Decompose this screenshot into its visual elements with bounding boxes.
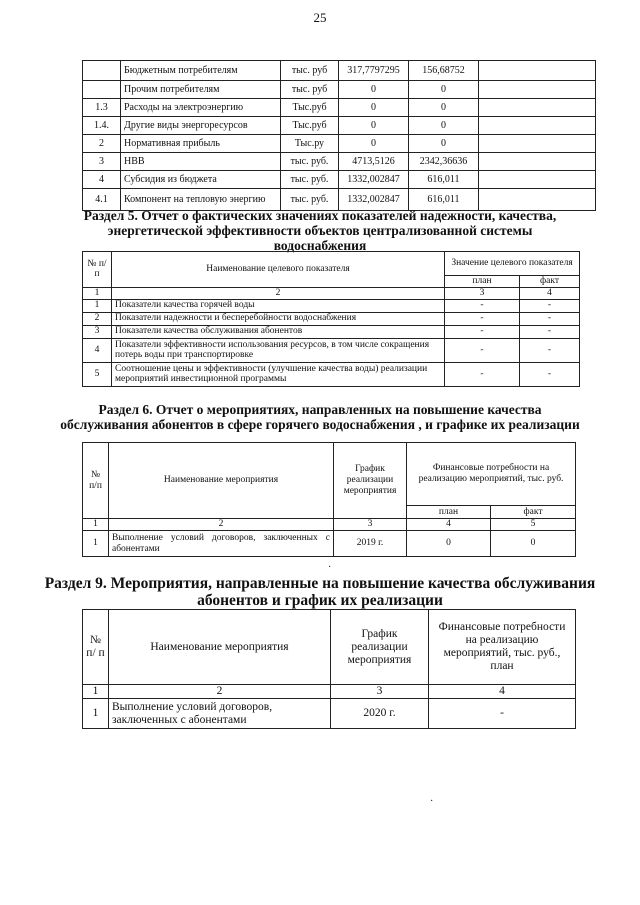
row-value-plan: 1332,002847: [339, 171, 409, 189]
row-value-plan: 317,7797295: [339, 61, 409, 81]
scan-mark: ·: [328, 562, 332, 573]
row-unit: тыс. руб.: [281, 153, 339, 171]
row-number: 2: [83, 135, 121, 153]
table-row: [83, 531, 576, 557]
row-unit: тыс. руб.: [281, 189, 339, 211]
row-fact: -: [520, 325, 580, 338]
row-name: Показатели качества горячей воды: [112, 299, 445, 312]
row-plan: -: [445, 325, 520, 338]
s5-colnum: 3: [445, 287, 520, 299]
row-value-plan: 0: [339, 117, 409, 135]
row-value-fact: 0: [409, 99, 479, 117]
row-number: 3: [83, 325, 112, 338]
row-fact: -: [520, 312, 580, 325]
row-name: Показатели эффективности использования ресурсов, в том числе сокращения потерь воды при транспортировке: [112, 338, 445, 362]
row-value-fact: 0: [409, 81, 479, 99]
scan-mark: ·: [430, 796, 434, 807]
s6-header-plan: план: [407, 506, 491, 519]
row-fact: -: [520, 338, 580, 362]
section6-table: [82, 442, 576, 557]
s6-colnum: 2: [109, 519, 334, 531]
row-unit: тыс. руб: [281, 61, 339, 81]
empty-cell: [479, 171, 596, 189]
row-number: 1: [83, 699, 109, 729]
row-name: Прочим потребителям: [121, 81, 281, 99]
row-number: 1: [83, 531, 109, 557]
row-plan: -: [429, 699, 576, 729]
s9-header-finance: Финансовые потребности на реализацию мероприятий, тыс. руб., план: [429, 610, 576, 685]
row-unit: Тыс.ру: [281, 135, 339, 153]
s6-header-name: Наименование мероприятия: [109, 443, 334, 519]
section6-title: Раздел 6. Отчет о мероприятиях, направленных на повышение качества обслуживания абонентов в сфере горячего водоснабжения , и графике их реализации: [60, 402, 580, 432]
s9-colnum: 2: [109, 685, 331, 699]
row-number: [83, 61, 121, 81]
row-plan: -: [445, 338, 520, 362]
row-value-plan: 1332,002847: [339, 189, 409, 211]
row-value-plan: 4713,5126: [339, 153, 409, 171]
row-number: 3: [83, 153, 121, 171]
s6-header-num: № п/п: [83, 443, 109, 519]
section9-table: [82, 609, 576, 729]
row-plan: 0: [407, 531, 491, 557]
row-name: Показатели надежности и бесперебойности водоснабжения: [112, 312, 445, 325]
empty-cell: [479, 135, 596, 153]
row-number: 4: [83, 171, 121, 189]
row-fact: 0: [491, 531, 576, 557]
row-unit: тыс. руб: [281, 81, 339, 99]
s5-header-value: Значение целевого показателя: [445, 252, 580, 276]
row-value-plan: 0: [339, 99, 409, 117]
table-row: [83, 699, 576, 729]
row-unit: Тыс.руб: [281, 117, 339, 135]
table-row: [83, 81, 596, 99]
s5-header-plan: план: [445, 276, 520, 288]
table-row: [83, 171, 596, 189]
row-name: НВВ: [121, 153, 281, 171]
s9-header-num: № п/ п: [83, 610, 109, 685]
empty-cell: [479, 99, 596, 117]
row-number: 5: [83, 362, 112, 386]
table-row: [83, 153, 596, 171]
row-name: Соотношение цены и эффективности (улучшение качества воды) реализации мероприятий инвестиционной программы: [112, 362, 445, 386]
s9-colnum: 3: [331, 685, 429, 699]
row-number: 1.4.: [83, 117, 121, 135]
row-name: Компонент на тепловую энергию: [121, 189, 281, 211]
table-row: [83, 299, 580, 312]
table-row: [83, 338, 580, 362]
s5-colnum: 1: [83, 287, 112, 299]
row-unit: тыс. руб.: [281, 171, 339, 189]
financial-table: [82, 60, 596, 211]
section5-table: [82, 251, 580, 387]
row-name: Другие виды энергоресурсов: [121, 117, 281, 135]
s5-header-name: Наименование целевого показателя: [112, 252, 445, 288]
s9-header-name: Наименование мероприятия: [109, 610, 331, 685]
row-number: 2: [83, 312, 112, 325]
row-name: Бюджетным потребителям: [121, 61, 281, 81]
row-plan: -: [445, 299, 520, 312]
row-value-fact: 0: [409, 135, 479, 153]
table-row: [83, 61, 596, 81]
s6-header-schedule: График реализации мероприятия: [334, 443, 407, 519]
row-schedule: 2020 г.: [331, 699, 429, 729]
row-name: Расходы на электроэнергию: [121, 99, 281, 117]
row-name: Нормативная прибыль: [121, 135, 281, 153]
s6-header-finance: Финансовые потребности на реализацию мероприятий, тыс. руб.: [407, 443, 576, 506]
s9-header-schedule: График реализации мероприятия: [331, 610, 429, 685]
row-name: Выполнение условий договоров, заключенных с абонентами: [109, 699, 331, 729]
s5-header-num: № п/п: [83, 252, 112, 288]
row-name: Выполнение условий договоров, заключенных с абонентами: [109, 531, 334, 557]
s6-colnum: 4: [407, 519, 491, 531]
row-name: Субсидия из бюджета: [121, 171, 281, 189]
empty-cell: [479, 81, 596, 99]
row-number: 4.1: [83, 189, 121, 211]
row-value-plan: 0: [339, 81, 409, 99]
row-number: 1: [83, 299, 112, 312]
page-number: 25: [313, 10, 327, 25]
s6-colnum: 1: [83, 519, 109, 531]
row-plan: -: [445, 362, 520, 386]
empty-cell: [479, 61, 596, 81]
row-value-fact: 156,68752: [409, 61, 479, 81]
s5-colnum: 4: [520, 287, 580, 299]
section9-title: Раздел 9. Мероприятия, направленные на повышение качества обслуживания абонентов и график их реализации: [44, 575, 596, 609]
empty-cell: [479, 153, 596, 171]
row-fact: -: [520, 362, 580, 386]
empty-cell: [479, 117, 596, 135]
section5-title: Раздел 5. Отчет о фактических значениях показателей надежности, качества, энергетической эффективности объектов централизованной системы водоснабжения: [83, 208, 557, 253]
row-value-fact: 2342,36636: [409, 153, 479, 171]
table-row: [83, 135, 596, 153]
row-unit: Тыс.руб: [281, 99, 339, 117]
table-row: [83, 117, 596, 135]
table-row: [83, 99, 596, 117]
table-row: [83, 362, 580, 386]
row-plan: -: [445, 312, 520, 325]
s5-colnum: 2: [112, 287, 445, 299]
row-value-fact: 616,011: [409, 189, 479, 211]
s5-header-fact: факт: [520, 276, 580, 288]
s6-colnum: 3: [334, 519, 407, 531]
row-schedule: 2019 г.: [334, 531, 407, 557]
row-number: 1.3: [83, 99, 121, 117]
table-row: [83, 312, 580, 325]
row-number: [83, 81, 121, 99]
s9-colnum: 4: [429, 685, 576, 699]
table-row: [83, 325, 580, 338]
row-value-fact: 0: [409, 117, 479, 135]
s9-colnum: 1: [83, 685, 109, 699]
row-fact: -: [520, 299, 580, 312]
row-name: Показатели качества обслуживания абонентов: [112, 325, 445, 338]
row-value-fact: 616,011: [409, 171, 479, 189]
s6-colnum: 5: [491, 519, 576, 531]
s6-header-fact: факт: [491, 506, 576, 519]
row-value-plan: 0: [339, 135, 409, 153]
row-number: 4: [83, 338, 112, 362]
